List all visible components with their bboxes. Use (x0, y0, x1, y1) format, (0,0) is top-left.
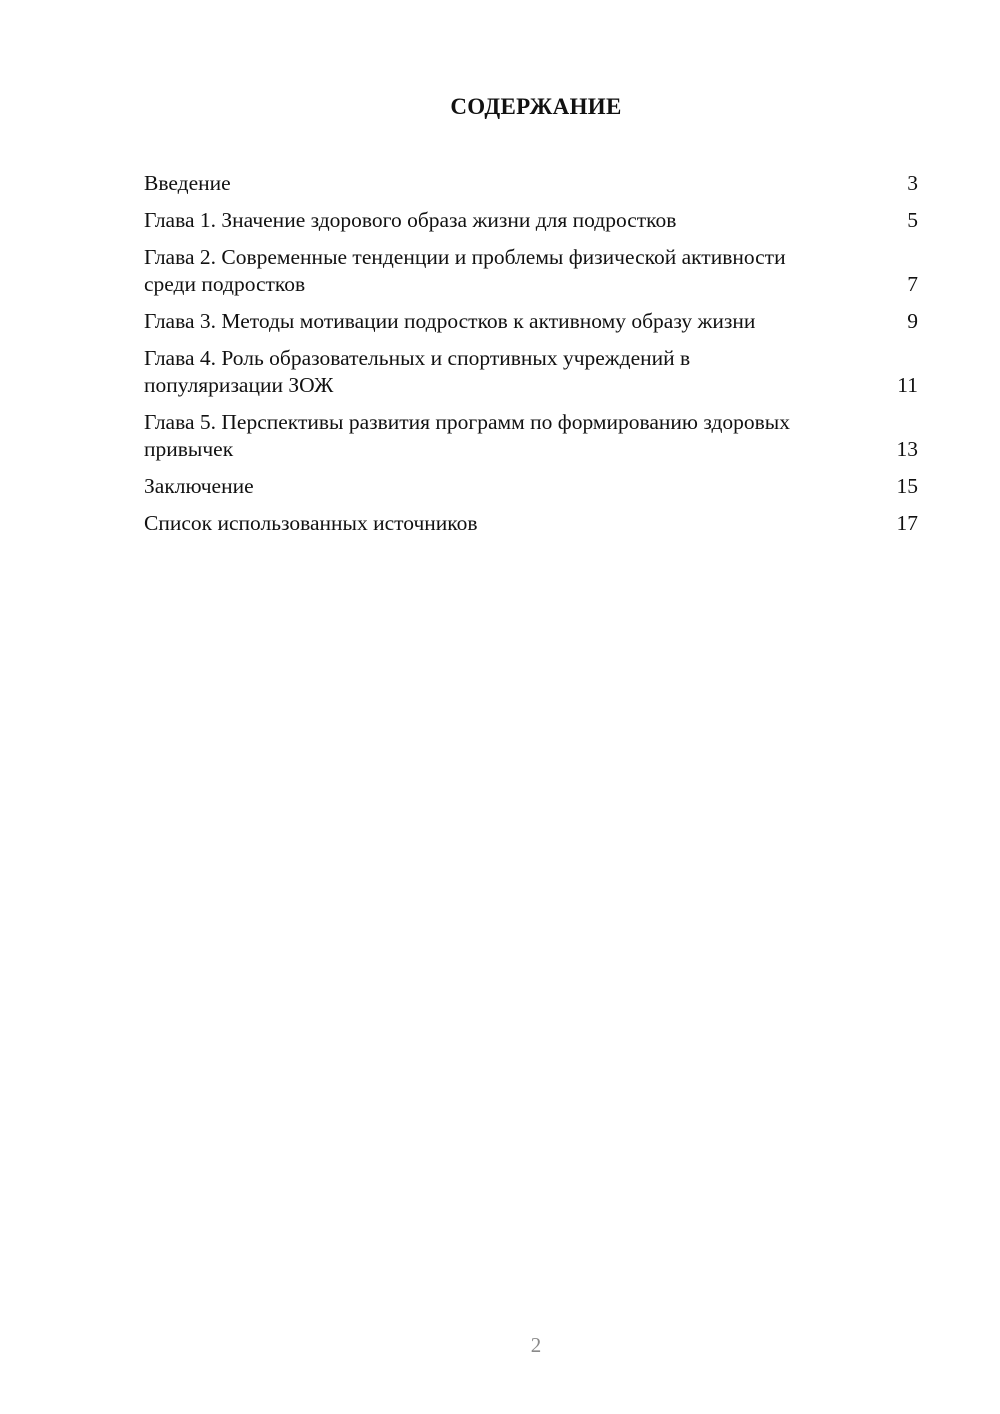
toc-entry-page: 17 (896, 511, 918, 535)
toc-entry-text: Глава 2. Современные тенденции и проблемы физической активности среди подростков (144, 245, 786, 296)
toc-entry-chapter-1 (144, 207, 918, 234)
toc-entry-text: Список использованных источников (144, 511, 478, 535)
toc-entry-chapter-4 (144, 345, 918, 399)
toc-entry-page: 9 (907, 309, 918, 333)
toc-entry-page: 7 (907, 272, 918, 296)
toc-entry-references (144, 510, 918, 537)
table-of-contents (144, 170, 918, 547)
toc-entry-text: Заключение (144, 474, 254, 498)
toc-entry-conclusion (144, 473, 918, 500)
toc-entry-page: 11 (897, 373, 918, 397)
toc-entry-page: 5 (907, 208, 918, 232)
toc-entry-text: Глава 1. Значение здорового образа жизни для подростков (144, 208, 677, 232)
toc-entry-text: Глава 3. Методы мотивации подростков к активному образу жизни (144, 309, 756, 333)
toc-entry-introduction (144, 170, 918, 197)
toc-entry-text: Глава 5. Перспективы развития программ по формированию здоровых привычек (144, 410, 790, 461)
toc-entry-chapter-3 (144, 308, 918, 335)
toc-entry-text: Введение (144, 171, 231, 195)
toc-entry-page: 15 (896, 474, 918, 498)
toc-entry-page: 13 (896, 437, 918, 461)
page-title: СОДЕРЖАНИЕ (450, 94, 622, 119)
toc-entry-chapter-2 (144, 244, 918, 298)
page-number: 2 (530, 1333, 542, 1357)
toc-entry-text: Глава 4. Роль образовательных и спортивных учреждений в популяризации ЗОЖ (144, 346, 691, 397)
toc-entry-chapter-5 (144, 409, 918, 463)
toc-entry-page: 3 (907, 171, 918, 195)
